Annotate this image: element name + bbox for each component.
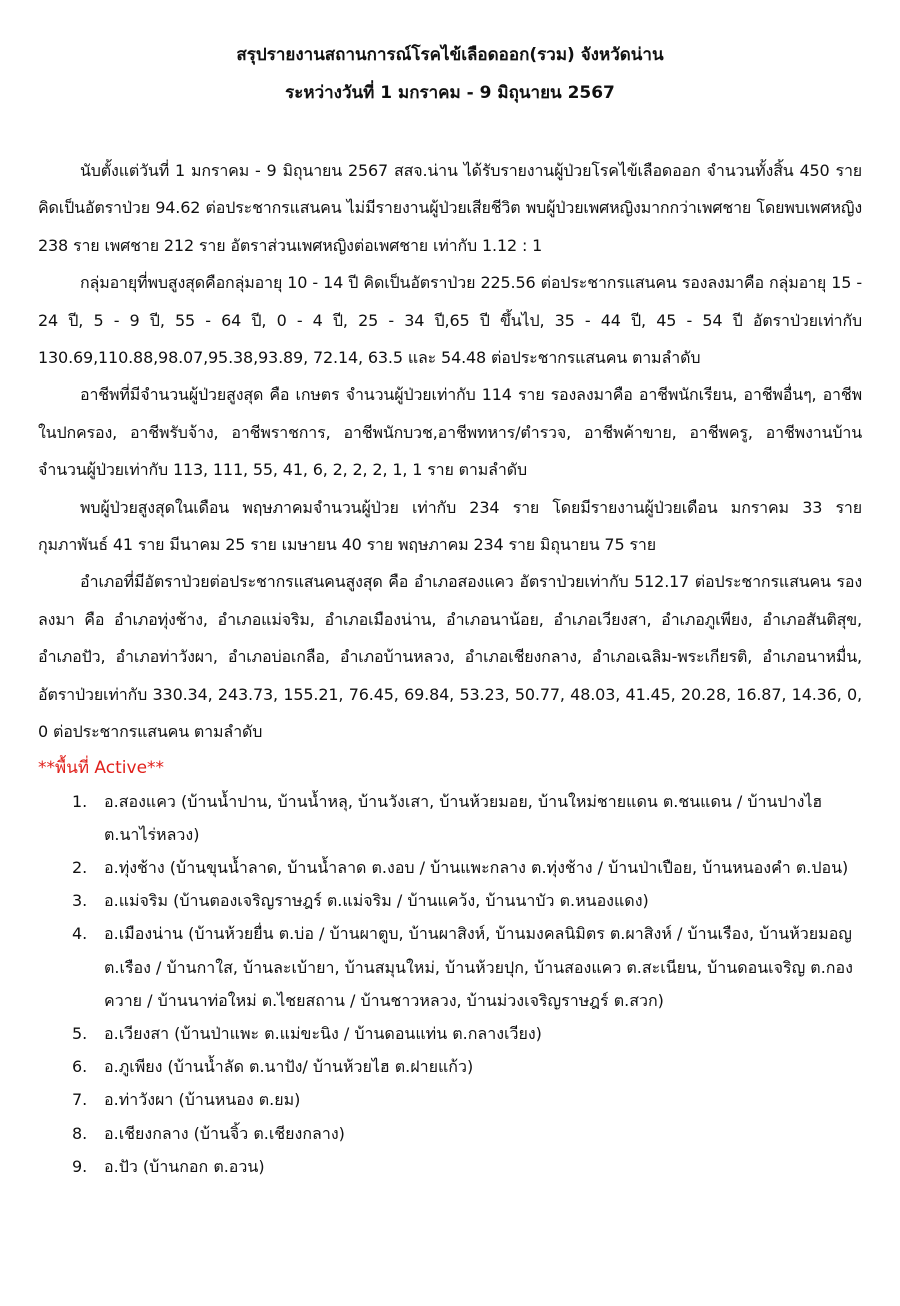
list-item-number: 1. xyxy=(72,791,88,811)
list-item-text: อ.สองแคว (บ้านน้ำปาน, บ้านน้ำหลุ, บ้านวังเสา, บ้านห้วยมอย, บ้านใหม่ชายแดน ต.ชนแดน / บ้านปางไฮ ต.นาไร่หลวง) xyxy=(104,791,823,844)
document-body xyxy=(38,152,862,1183)
paragraph-monthly-cases: พบผู้ป่วยสูงสุดในเดือน พฤษภาคมจำนวนผู้ป่วย เท่ากับ 234 ราย โดยมีรายงานผู้ป่วยเดือน มกราคม 33 ราย กุมภาพันธ์ 41 ราย มีนาคม 25 ราย เมษายน 40 ราย พฤษภาคม 234 ราย มิถุนายน 75 ราย xyxy=(38,497,862,555)
list-item-number: 8. xyxy=(72,1123,88,1143)
paragraph-occupations: อาชีพที่มีจำนวนผู้ป่วยสูงสุด คือ เกษตร จำนวนผู้ป่วยเท่ากับ 114 ราย รองลงมาคือ อาชีพนักเรียน, อาชีพอื่นๆ, อาชีพในปกครอง, อาชีพรับจ้าง, อาชีพราชการ, อาชีพนักบวช,อาชีพทหาร/ตำรวจ, อาชีพค้าขาย, อาชีพครู, อาชีพงานบ้าน จำนวนผู้ป่วยเท่ากับ 113, 111, 55, 41, 6, 2, 2, 2, 1, 1 ราย ตามลำดับ xyxy=(38,385,862,480)
list-item xyxy=(38,785,862,851)
list-item xyxy=(38,1117,862,1150)
list-item-text: อ.แม่จริม (บ้านตองเจริญราษฎร์ ต.แม่จริม / บ้านแคว้ง, บ้านนาบัว ต.หนองแดง) xyxy=(104,891,649,911)
list-item-text: อ.เวียงสา (บ้านป่าแพะ ต.แม่ขะนิง / บ้านดอนแท่น ต.กลางเวียง) xyxy=(104,1023,542,1043)
list-item-number: 6. xyxy=(72,1057,88,1077)
list-item-text: อ.เชียงกลาง (บ้านจิ้ว ต.เชียงกลาง) xyxy=(104,1123,345,1143)
list-item-number: 9. xyxy=(72,1156,88,1176)
document-subtitle-date-range: ระหว่างวันที่ 1 มกราคม - 9 มิถุนายน 2567 xyxy=(285,83,615,103)
paragraph-overview: นับตั้งแต่วันที่ 1 มกราคม - 9 มิถุนายน 2567 สสจ.น่าน ได้รับรายงานผู้ป่วยโรคไข้เลือดออก จำนวนทั้งสิ้น 450 ราย คิดเป็นอัตราป่วย 94.62 ต่อประชากรแสนคน ไม่มีรายงานผู้ป่วยเสียชีวิต พบผู้ป่วยเพศหญิงมากกว่าเพศชาย โดยพบเพศหญิง 238 ราย เพศชาย 212 ราย อัตราส่วนเพศหญิงต่อเพศชาย เท่ากับ 1.12 : 1 xyxy=(38,161,862,255)
list-item xyxy=(38,1083,862,1116)
document-title: สรุปรายงานสถานการณ์โรคไข้เลือดออก(รวม) จังหวัดน่าน xyxy=(236,45,664,65)
list-item-number: 5. xyxy=(72,1023,88,1043)
list-item-number: 2. xyxy=(72,857,88,877)
active-areas-heading: **พื้นที่ Active** xyxy=(38,757,165,778)
paragraph-districts: อำเภอที่มีอัตราป่วยต่อประชากรแสนคนสูงสุด คือ อำเภอสองแคว อัตราป่วยเท่ากับ 512.17 ต่อประชากรแสนคน รองลงมา คือ อำเภอทุ่งช้าง, อำเภอแม่จริม, อำเภอเมืองน่าน, อำเภอนาน้อย, อำเภอเวียงสา, อำเภอภูเพียง, อำเภอสันติสุข, อำเภอปัว, อำเภอท่าวังผา, อำเภอบ่อเกลือ, อำเภอบ้านหลวง, อำเภอเชียงกลาง, อำเภอเฉลิม-พระเกียรติ, อำเภอนาหมื่น, อัตราป่วยเท่ากับ 330.34, 243.73, 155.21, 76.45, 69.84, 53.23, 50.77, 48.03, 41.45, 20.28, 16.87, 14.36, 0, 0 ต่อประชากรแสนคน ตามลำดับ xyxy=(38,572,862,742)
list-item xyxy=(38,884,862,917)
list-item xyxy=(38,851,862,884)
list-item-text: อ.ภูเพียง (บ้านน้ำลัด ต.นาปัง/ บ้านห้วยไฮ ต.ฝายแก้ว) xyxy=(104,1057,474,1077)
list-item-text: อ.ทุ่งช้าง (บ้านขุนน้ำลาด, บ้านน้ำลาด ต.งอบ / บ้านแพะกลาง ต.ทุ่งช้าง / บ้านป่าเปือย, บ้านหนองคำ ต.ปอน) xyxy=(104,857,849,877)
list-item-text: อ.เมืองน่าน (บ้านห้วยยื่น ต.บ่อ / บ้านผาตูบ, บ้านผาสิงห์, บ้านมงคลนิมิตร ต.ผาสิงห์ / บ้านเรือง, บ้านห้วยมอญ ต.เรือง / บ้านกาใส, บ้านละเบ้ายา, บ้านสมุนใหม่, บ้านห้วยปุก, บ้านสองแคว ต.สะเนียน, บ้านดอนเจริญ ต.กองควาย / บ้านนาท่อใหม่ ต.ไชยสถาน / บ้านชาวหลวง, บ้านม่วงเจริญราษฎร์ ต.สวก) xyxy=(104,924,853,1010)
list-item-number: 3. xyxy=(72,891,88,911)
list-item xyxy=(38,1050,862,1083)
paragraph-age-groups: กลุ่มอายุที่พบสูงสุดคือกลุ่มอายุ 10 - 14 ปี คิดเป็นอัตราป่วย 225.56 ต่อประชากรแสนคน รองลงมาคือ กลุ่มอายุ 15 - 24 ปี, 5 - 9 ปี, 55 - 64 ปี, 0 - 4 ปี, 25 - 34 ปี,65 ปี ขึ้นไป, 35 - 44 ปี, 45 - 54 ปี อัตราป่วยเท่ากับ 130.69,110.88,98.07,95.38,93.89, 72.14, 63.5 และ 54.48 ต่อประชากรแสนคน ตามลำดับ xyxy=(38,273,862,368)
list-item-number: 4. xyxy=(72,924,88,944)
active-areas-list xyxy=(38,785,862,1183)
list-item-text: อ.ท่าวังผา (บ้านหนอง ต.ยม) xyxy=(104,1090,301,1110)
list-item xyxy=(38,1150,862,1183)
list-item xyxy=(38,917,862,1017)
list-item xyxy=(38,1017,862,1050)
list-item-number: 7. xyxy=(72,1090,88,1110)
list-item-text: อ.ปัว (บ้านกอก ต.อวน) xyxy=(104,1156,265,1176)
